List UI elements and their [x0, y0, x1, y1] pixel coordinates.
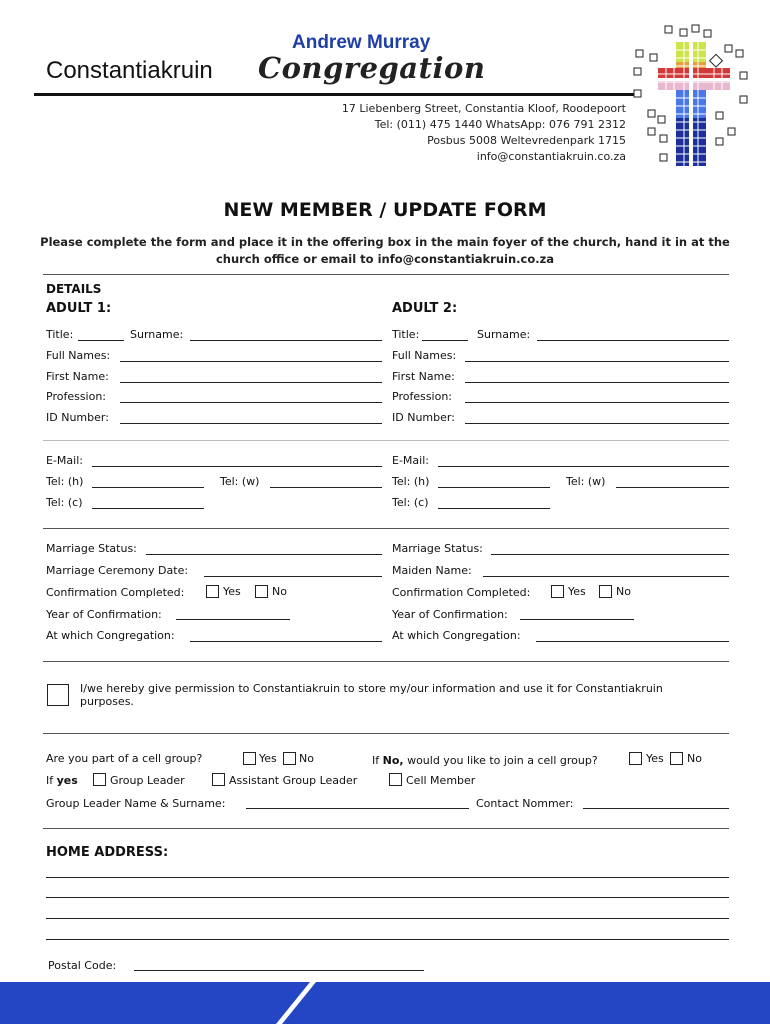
id-number-label: ID Number:	[46, 411, 109, 424]
adult1-profession-field[interactable]	[120, 402, 382, 403]
brand-script: Congregation	[258, 51, 486, 85]
leader-name-field[interactable]	[246, 808, 469, 809]
adult1-full-names-field[interactable]	[120, 361, 382, 362]
yes-label: Yes	[646, 752, 664, 765]
adult2-full-names-field[interactable]	[465, 361, 729, 362]
phone-line: Tel: (011) 475 1440 WhatsApp: 076 791 2312	[374, 118, 626, 131]
join-question	[372, 754, 598, 767]
adult1-marriage-status-field[interactable]	[146, 554, 382, 555]
marriage-date-label: Marriage Ceremony Date:	[46, 564, 189, 577]
adult2-confirmation-no-checkbox[interactable]	[599, 585, 612, 598]
year-confirmation-label: Year of Confirmation:	[392, 608, 508, 621]
address-line: 17 Liebenberg Street, Constantia Kloof, Roodepoort	[341, 102, 626, 115]
congregation-label: At which Congregation:	[392, 629, 521, 642]
permission-line-1: I/we hereby give permission to Constantiakruin to store my/our information and use it for Constantiakruin	[80, 682, 663, 695]
year-confirmation-label: Year of Confirmation:	[46, 608, 162, 621]
postal-code-field[interactable]	[134, 970, 424, 971]
permission-checkbox[interactable]	[47, 684, 69, 706]
adult1-confirmation-no-checkbox[interactable]	[255, 585, 268, 598]
marriage-status-label: Marriage Status:	[392, 542, 483, 555]
adult2-email-field[interactable]	[438, 466, 729, 467]
brand-top: Andrew Murray	[292, 32, 431, 53]
title-label: Title:	[392, 328, 420, 341]
surname-label: Surname:	[477, 328, 531, 341]
home-address-heading: HOME ADDRESS:	[46, 845, 169, 860]
join-no-checkbox[interactable]	[670, 752, 683, 765]
join-prefix: If	[372, 754, 383, 767]
address-line-field[interactable]	[46, 877, 729, 878]
tel-w-label: Tel: (w)	[220, 475, 260, 488]
address-line-field[interactable]	[46, 918, 729, 919]
cell-yes-checkbox[interactable]	[243, 752, 256, 765]
postal-code-label: Postal Code:	[48, 959, 117, 972]
profession-label: Profession:	[46, 390, 107, 403]
adult1-title-field[interactable]	[78, 340, 124, 341]
profession-label: Profession:	[392, 390, 453, 403]
cell-question: Are you part of a cell group?	[46, 752, 203, 765]
first-name-label: First Name:	[392, 370, 455, 383]
confirmation-label: Confirmation Completed:	[46, 586, 185, 599]
contact-label: Contact Nommer:	[476, 797, 574, 810]
form-title: NEW MEMBER / UPDATE FORM	[223, 199, 547, 221]
adult2-surname-field[interactable]	[537, 340, 729, 341]
adult2-marriage-status-field[interactable]	[491, 554, 729, 555]
adult2-first-name-field[interactable]	[465, 382, 729, 383]
no-label: No	[299, 752, 314, 765]
adult2-heading: ADULT 2:	[392, 301, 458, 316]
full-names-label: Full Names:	[392, 349, 457, 362]
adult1-heading: ADULT 1:	[46, 301, 112, 316]
tel-h-label: Tel: (h)	[392, 475, 430, 488]
adult1-email-field[interactable]	[92, 466, 382, 467]
adult2-tel-w-field[interactable]	[616, 487, 729, 488]
adult1-surname-field[interactable]	[190, 340, 382, 341]
if-yes-bold: yes	[56, 774, 78, 787]
divider	[43, 733, 729, 734]
adult1-year-confirmation-field[interactable]	[176, 619, 290, 620]
footer-band	[0, 982, 770, 1024]
assistant-leader-checkbox[interactable]	[212, 773, 225, 786]
address-block	[342, 101, 626, 165]
adult2-year-confirmation-field[interactable]	[520, 619, 634, 620]
cell-no-checkbox[interactable]	[283, 752, 296, 765]
cell-member-label: Cell Member	[406, 774, 476, 787]
if-yes-prefix: If	[46, 774, 57, 787]
leader-name-label: Group Leader Name & Surname:	[46, 797, 226, 810]
adult1-tel-w-field[interactable]	[270, 487, 382, 488]
adult2-id-number-field[interactable]	[465, 423, 729, 424]
marriage-status-label: Marriage Status:	[46, 542, 137, 555]
tel-c-label: Tel: (c)	[46, 496, 83, 509]
address-line-field[interactable]	[46, 897, 729, 898]
adult2-tel-h-field[interactable]	[438, 487, 550, 488]
yes-label: Yes	[223, 585, 241, 598]
adult1-tel-h-field[interactable]	[92, 487, 204, 488]
divider	[43, 828, 729, 829]
email-label: E-Mail:	[46, 454, 83, 467]
cell-member-checkbox[interactable]	[389, 773, 402, 786]
group-leader-label: Group Leader	[110, 774, 185, 787]
adult2-maiden-name-field[interactable]	[483, 576, 729, 577]
adult1-confirmation-yes-checkbox[interactable]	[206, 585, 219, 598]
tel-c-label: Tel: (c)	[392, 496, 429, 509]
maiden-name-label: Maiden Name:	[392, 564, 472, 577]
postbox-line: Posbus 5008 Weltevredenpark 1715	[427, 134, 626, 147]
email-label: E-Mail:	[392, 454, 429, 467]
yes-label: Yes	[259, 752, 277, 765]
brand-left: Constantiakruin	[46, 57, 213, 84]
first-name-label: First Name:	[46, 370, 109, 383]
no-label: No	[616, 585, 631, 598]
if-yes-label	[46, 774, 78, 787]
assistant-leader-label: Assistant Group Leader	[229, 774, 358, 787]
details-heading: DETAILS	[46, 282, 102, 296]
id-number-label: ID Number:	[392, 411, 455, 424]
address-line-field[interactable]	[46, 939, 729, 940]
email-line: info@constantiakruin.co.za	[476, 150, 626, 163]
adult1-marriage-date-field[interactable]	[204, 576, 382, 577]
adult1-congregation-field[interactable]	[190, 641, 382, 642]
adult2-tel-c-field[interactable]	[438, 508, 550, 509]
divider	[43, 440, 729, 441]
title-label: Title:	[46, 328, 74, 341]
cross-logo	[630, 20, 750, 170]
join-yes-checkbox[interactable]	[629, 752, 642, 765]
divider	[43, 528, 729, 529]
header-rule	[34, 93, 634, 96]
contact-field[interactable]	[583, 808, 729, 809]
no-label: No	[272, 585, 287, 598]
adult2-title-field[interactable]	[422, 340, 468, 341]
intro-line-1: Please complete the form and place it in the offering box in the main foyer of the church, hand it in at the	[40, 235, 730, 249]
no-label: No	[687, 752, 702, 765]
join-no-bold: No,	[382, 754, 404, 767]
adult1-id-number-field[interactable]	[120, 423, 382, 424]
divider	[43, 274, 729, 275]
surname-label: Surname:	[130, 328, 184, 341]
congregation-label: At which Congregation:	[46, 629, 175, 642]
divider	[43, 661, 729, 662]
confirmation-label: Confirmation Completed:	[392, 586, 531, 599]
adult2-profession-field[interactable]	[465, 402, 729, 403]
join-rest: would you like to join a cell group?	[403, 754, 598, 767]
adult2-confirmation-yes-checkbox[interactable]	[551, 585, 564, 598]
adult1-first-name-field[interactable]	[120, 382, 382, 383]
tel-w-label: Tel: (w)	[566, 475, 606, 488]
intro-line-2: church office or email to info@constantiakruin.co.za	[215, 252, 555, 266]
permission-line-2: purposes.	[80, 695, 134, 708]
tel-h-label: Tel: (h)	[46, 475, 84, 488]
adult1-tel-c-field[interactable]	[92, 508, 204, 509]
adult2-congregation-field[interactable]	[536, 641, 729, 642]
yes-label: Yes	[568, 585, 586, 598]
group-leader-checkbox[interactable]	[93, 773, 106, 786]
full-names-label: Full Names:	[46, 349, 111, 362]
